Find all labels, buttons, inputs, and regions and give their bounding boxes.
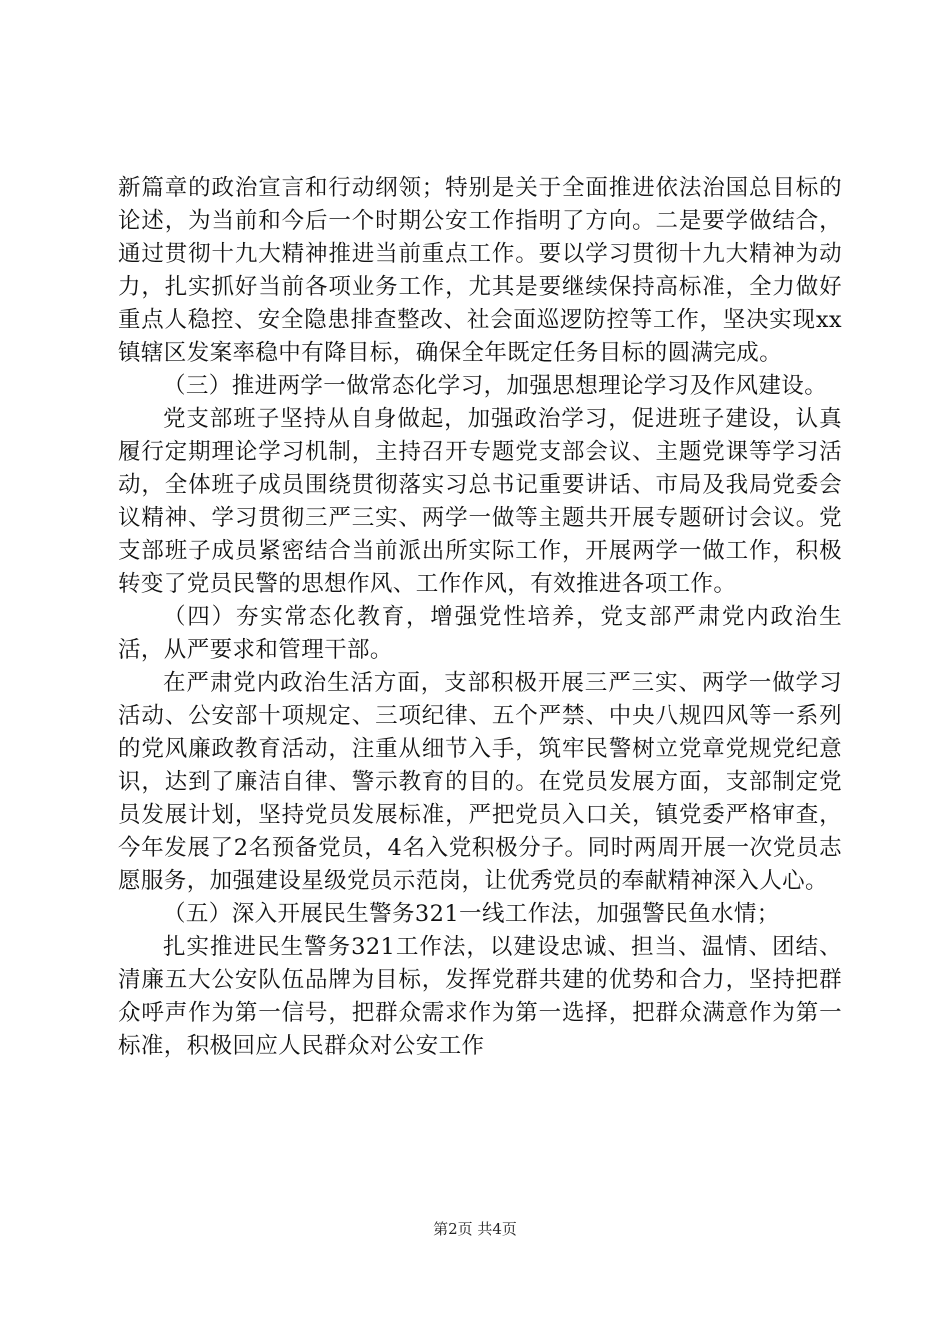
paragraph-policing: 扎实推进民生警务321工作法，以建设忠诚、担当、温情、团结、清廉五大公安队伍品牌为目标，发挥党群共建的优势和合力，坚持把群众呼声作为第一信号，把群众需求作为第一选择，把群众满意作为第一标准，积极回应人民群众对公安工作: [118, 934, 842, 1059]
section-heading-3: （三）推进两学一做常态化学习，加强思想理论学习及作风建设。: [163, 373, 828, 399]
page-number-label: 第2页 共4页: [433, 1220, 517, 1238]
section-heading-5: （五）深入开展民生警务321一线工作法，加强警民鱼水情；: [163, 901, 780, 927]
paragraph-party-life: 在严肃党内政治生活方面，支部积极开展三严三实、两学一做学习活动、公安部十项规定、三项纪律、五个严禁、中央八规四风等一系列的党风廉政教育活动，注重从细节入手，筑牢民警树立党章党规党纪意识，达到了廉洁自律、警示教育的目的。在党员发展方面，支部制定党员发展计划，坚持党员发展标准，严把党员入口关，镇党委严格审查，今年发展了2名预备党员，4名入党积极分子。同时两周开展一次党员志愿服务，加强建设星级党员示范岗，让优秀党员的奉献精神深入人心。: [118, 670, 842, 894]
section-heading-4: （四）夯实常态化教育，增强党性培养，党支部严肃党内政治生活，从严要求和管理干部。: [118, 604, 842, 663]
paragraph-study: 党支部班子坚持从自身做起，加强政治学习，促进班子建设，认真履行定期理论学习机制，主持召开专题党支部会议、主题党课等学习活动，全体班子成员围绕贯彻落实习总书记重要讲话、市局及我局党委会议精神、学习贯彻三严三实、两学一做等主题共开展专题研讨会议。党支部班子成员紧密结合当前派出所实际工作，开展两学一做工作，积极转变了党员民警的思想作风、工作作风，有效推进各项工作。: [118, 406, 842, 597]
document-body: [118, 172, 842, 1063]
page-footer: [0, 1218, 950, 1239]
paragraph-continuation: 新篇章的政治宣言和行动纲领；特别是关于全面推进依法治国总目标的论述，为当前和今后一个时期公安工作指明了方向。二是要学做结合，通过贯彻十九大精神推进当前重点工作。要以学习贯彻十九大精神为动力，扎实抓好当前各项业务工作，尤其是要继续保持高标准，全力做好重点人稳控、安全隐患排查整改、社会面巡逻防控等工作，坚决实现xx镇辖区发案率稳中有降目标，确保全年既定任务目标的圆满完成。: [118, 175, 842, 366]
